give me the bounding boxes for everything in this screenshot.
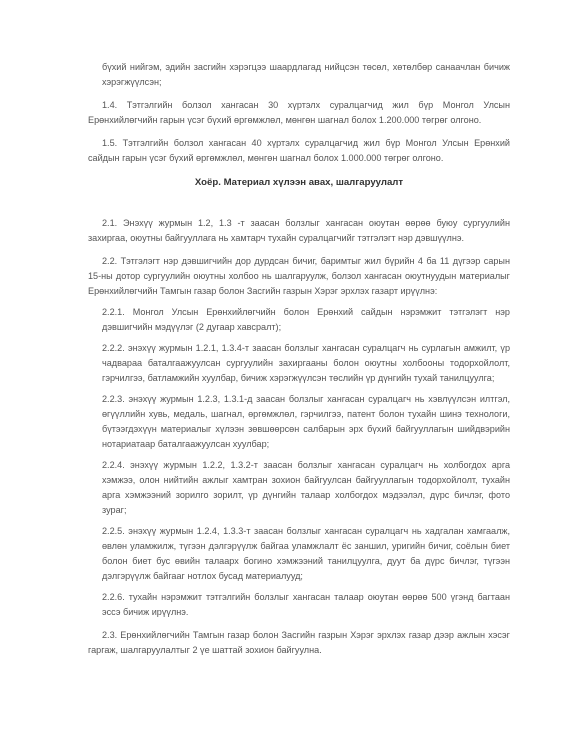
sub-item-2-2-4: 2.2.4. энэхүү журмын 1.2.2, 1.3.2-т заасан болзлыг хангасан суралцагч нь холбогдох арга хэмжээ, олон нийтийн ажлыг хамтран зохион байгуулсан байгууллагын тодорхойлолт, тухайн арга хэмжээний зорилго зорилт, үр дүнгийн талаар холбогдох мэдээлэл, дүрс бичлэг, фото зураг; [102,460,510,515]
section-heading: Хоёр. Материал хүлээн авах, шалгаруулалт [194,177,404,188]
sub-item-2-2-1: 2.2.1. Монгол Улсын Ерөнхийлөгчийн болон Ерөнхий сайдын нэрэмжит тэтгэлэгт нэр дэвшигчийн мэдүүлэг (2 дугаар хавсралт); [102,307,510,332]
sub-item-list [88,305,510,620]
paragraph-2-1: 2.1. Энэхүү журмын 1.2, 1.3 -т заасан болзлыг хангасан оюутан өөрөө буюу сургуулийн захиргаа, оюутны байгууллага нь хамтарч тухайн суралцагчийг тэтгэлэгт нэр дэвшүүлнэ. [88,218,510,243]
paragraph-2-2: 2.2. Тэтгэлэгт нэр дэвшигчийн дор дурдсан бичиг, баримтыг жил бүрийн 4 ба 11 дүгээр сарын 15-ны дотор сургуулийн оюутны холбоо нь шалгаруулж, болзол хангасан оюутнуудын материалыг Ерөнхийлөгчийн Тамгын газар болон Засгийн газрын Хэрэг эрхлэх газарт ирүүлнэ: [88,256,510,296]
intro-continuation: бүхий нийгэм, эдийн засгийн хэрэгцээ шаардлагад нийцсэн төсөл, хөтөлбөр санаачлан бичиж хэрэгжүүлсэн; [102,62,510,87]
sub-item-2-2-2: 2.2.2. энэхүү журмын 1.2.1, 1.3.4-т заасан болзлыг хангасан суралцагч нь сурлагын амжилт, үр чадвараа баталгаажуулсан сургуулийн захиргааны болон оюутны холбооны тодорхойлолт, гэрчилгээ, батламжийн хуулбар, бичиж хэрэгжүүлсэн төслийн үр дүнгийн тухай танилцуулга; [102,343,510,383]
paragraph-1-5: 1.5. Тэтгэлгийн болзол хангасан 40 хүртэлх суралцагчид жил бүр Монгол Улсын Ерөнхий сайдын гарын үсэг бүхий өргөмжлөл, мөнгөн шагнал болох 1.000.000 төгрөг олгоно. [88,138,510,163]
paragraph-2-3: 2.3. Ерөнхийлөгчийн Тамгын газар болон Засгийн газрын Хэрэг эрхлэх газар дээр ажлын хэсэг гаргаж, шалгаруулалтыг 2 үе шаттай зохион байгуулна. [88,630,510,655]
sub-item-2-2-6: 2.2.6. тухайн нэрэмжит тэтгэлгийн болзлыг хангасан талаар оюутан өөрөө 500 үгэнд багтаан эссэ бичиж ирүүлнэ. [102,592,510,617]
paragraph-1-4: 1.4. Тэтгэлгийн болзол хангасан 30 хүртэлх суралцагчид жил бүр Монгол Улсын Ерөнхийлөгчийн гарын үсэг бүхий өргөмжлөл, мөнгөн шагнал болох 1.200.000 төгрөг олгоно. [88,100,510,125]
sub-item-2-2-3: 2.2.3. энэхүү журмын 1.2.3, 1.3.1-д заасан болзлыг хангасан суралцагч нь хэвлүүлсэн илтгэл, өгүүллийн хувь, медаль, шагнал, өргөмжлөл, гэрчилгээ, патент болон тухайн шинэ технологи, бүтээгдэхүүн материалыг хүлээн зөвшөөрсөн салбарын эрх бүхий байгууллагын шийдвэрийн нотариатаар баталгаажуулсан хуулбар; [102,394,510,449]
sub-item-2-2-5: 2.2.5. энэхүү журмын 1.2.4, 1.3.3-т заасан болзлыг хангасан суралцагч нь хадгалан хамгаалж, өвлөн уламжилж, түгээн дэлгэрүүлж байгаа уламжлалт ёс заншил, уригийн бичиг, соёлын биет болон биет бус өвийн талаарх богино хэмжээний танилцуулга, дуут ба дүрс бичлэг, түгээн дэлгэрүүлж байгааг нотлох бусад материалууд; [102,526,510,581]
